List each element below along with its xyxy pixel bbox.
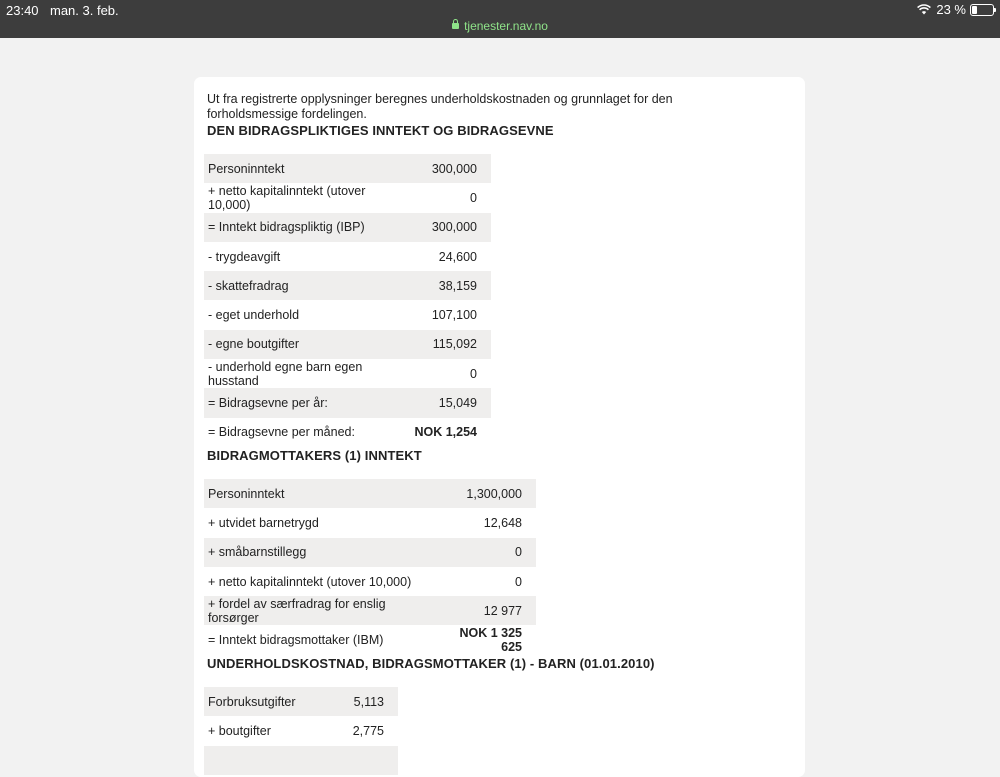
row-label: Personinntekt — [204, 154, 404, 183]
table-row — [204, 359, 491, 388]
row-value: 15,049 — [404, 388, 491, 417]
row-label: + netto kapitalinntekt (utover 10,000) — [208, 183, 366, 212]
table-row — [204, 625, 536, 654]
wifi-icon — [917, 4, 931, 15]
intro-text: Ut fra registrerte opplysninger beregnes underholdskostnaden og grunnlaget for den forholdsmessige fordelingen. — [207, 92, 673, 121]
row-value: 115,092 — [404, 330, 491, 359]
content-card — [194, 77, 805, 777]
table-row — [204, 271, 491, 300]
row-value: 0 — [470, 366, 477, 381]
row-label: - underhold egne barn egen husstand — [208, 359, 363, 388]
row-value: 38,159 — [404, 271, 491, 300]
row-value: 0 — [470, 190, 477, 205]
table-row — [204, 300, 491, 329]
table-row — [204, 716, 398, 745]
row-label: + småbarnstillegg — [204, 538, 432, 567]
table-row — [204, 213, 491, 242]
row-value: 0 — [432, 538, 536, 567]
table-row — [204, 538, 536, 567]
row-label: Personinntekt — [204, 479, 432, 508]
lock-icon — [452, 23, 459, 29]
row-label: - egne boutgifter — [204, 330, 404, 359]
table-row — [204, 479, 536, 508]
row-label: - eget underhold — [208, 308, 300, 323]
battery-icon — [970, 4, 994, 16]
address-bar[interactable] — [0, 19, 1000, 33]
table-row — [204, 388, 491, 417]
row-value: 12,648 — [483, 515, 522, 530]
table-row — [204, 567, 536, 596]
table-row — [204, 687, 398, 716]
status-bar — [0, 0, 1000, 38]
row-label: + boutgifter — [208, 723, 271, 738]
section-title-underholdskostnad: UNDERHOLDSKOSTNAD, BIDRAGSMOTTAKER (1) - BARN (01.01.2010) — [207, 656, 655, 671]
table-row — [204, 183, 491, 212]
table-row — [204, 330, 491, 359]
battery-percent: 23 % — [936, 2, 966, 17]
status-time: 23:40 — [6, 3, 39, 18]
row-value: 12 977 — [432, 596, 536, 625]
row-value: NOK 1,254 — [414, 425, 477, 440]
row-label: - trygdeavgift — [208, 249, 281, 264]
section-title-bidragspliktig: DEN BIDRAGSPLIKTIGES INNTEKT OG BIDRAGSEVNE — [207, 123, 554, 138]
row-value: 5,113 — [320, 687, 398, 716]
row-label: - skattefradrag — [204, 271, 404, 300]
table-row — [204, 242, 491, 271]
address-url[interactable]: tjenester.nav.no — [464, 19, 548, 33]
row-label: = Bidragsevne per måned: — [208, 425, 355, 440]
bidragsmottaker-table — [204, 479, 536, 655]
row-value: NOK 1 325 625 — [459, 626, 522, 655]
table-row — [204, 154, 491, 183]
row-value: 24,600 — [438, 249, 477, 264]
row-label: = Inntekt bidragsmottaker (IBM) — [208, 633, 384, 648]
status-date: man. 3. feb. — [50, 3, 119, 18]
bidragspliktig-table — [204, 154, 491, 447]
section-title-bidragsmottaker: BIDRAGMOTTAKERS (1) INNTEKT — [207, 448, 422, 463]
row-label: + utvidet barnetrygd — [208, 515, 319, 530]
row-label: = Bidragsevne per år: — [204, 388, 404, 417]
table-row — [204, 418, 491, 447]
table-row — [204, 596, 536, 625]
row-value: 300,000 — [404, 154, 491, 183]
underholdskostnad-table — [204, 687, 398, 775]
table-row — [204, 508, 536, 537]
row-value: 300,000 — [404, 213, 491, 242]
row-value: 1,300,000 — [432, 479, 536, 508]
status-indicators — [917, 2, 994, 17]
row-value: 0 — [515, 574, 522, 589]
row-label: = Inntekt bidragspliktig (IBP) — [204, 213, 404, 242]
row-label: Forbruksutgifter — [204, 687, 320, 716]
row-value: 2,775 — [352, 723, 384, 738]
row-value: 107,100 — [431, 308, 477, 323]
row-label: + netto kapitalinntekt (utover 10,000) — [208, 574, 412, 589]
row-label: + fordel av særfradrag for enslig forsørger — [204, 596, 432, 625]
